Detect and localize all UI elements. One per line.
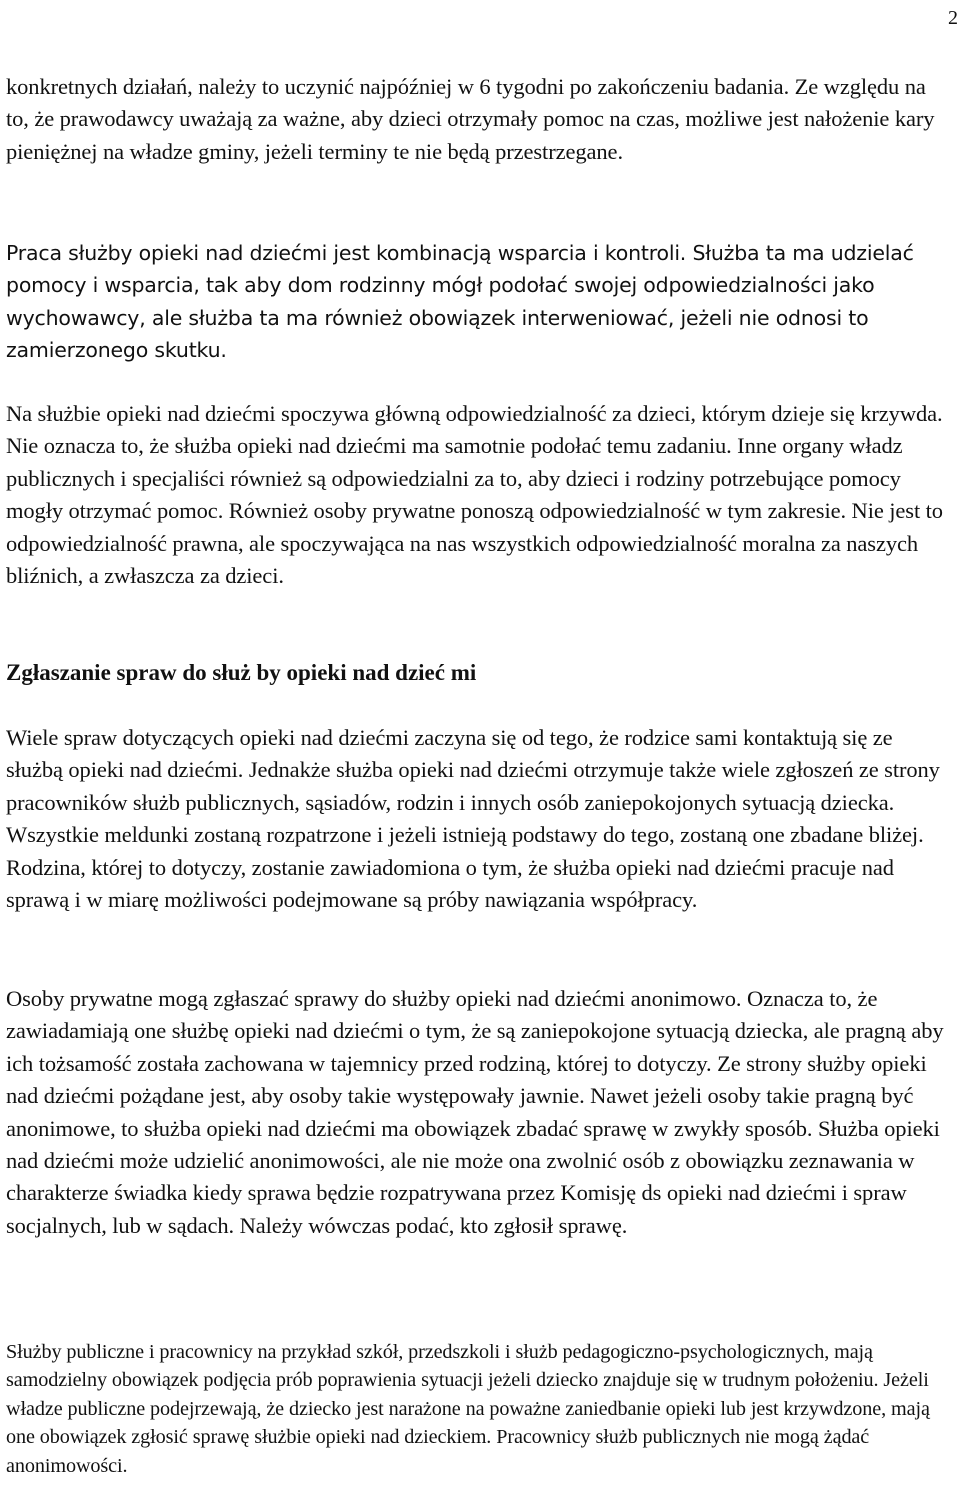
paragraph-deadline-penalty: konkretnych działań, należy to uczynić najpóźniej w 6 tygodni po zakończeniu badania. Ze względu na to, że prawodawcy uważają za ważne, aby dzieci otrzymały pomoc na czas, możliwe jest nałożenie kary pieniężnej na władze gminy, jeżeli terminy te nie będą przestrzegane. (6, 74, 935, 164)
paragraph-main-responsibility: Na służbie opieki nad dziećmi spoczywa główną odpowiedzialność za dzieci, którym dzieje się krzywda. Nie oznacza to, że służba opieki nad dziećmi ma samotnie podołać temu zadaniu. Inne organy władz publicznych i specjaliści również są odpowiedzialni za to, aby dzieci i rodziny potrzebujące pomocy mogły otrzymać pomoc. Również osoby prywatne ponoszą odpowiedzialność w tym zakresie. Nie jest to odpowiedzialność prawna, ale spoczywająca na nas wszystkich odpowiedzialność moralna za naszych bliźnich, a zwłaszcza za dzieci. (6, 401, 943, 589)
paragraph-public-services-duty: Służby publiczne i pracownicy na przykład szkół, przedszkoli i służb pedagogiczno-psychologicznych, mają samodzielny obowiązek podjęcia prób poprawienia sytuacji jeżeli dziecko znajduje się w trudnym położeniu. Jeżeli władze publiczne podejrzewają, że dziecko jest narażone na poważne zaniedbanie opieki lub jest krzywdzone, mają one obowiązek zgłosić sprawę służbie opieki nad dzieckiem. Pracownicy służb publicznych nie mogą żądać anonimowości. (6, 1341, 930, 1477)
paragraph-many-cases: Wiele spraw dotyczących opieki nad dziećmi zaczyna się od tego, że rodzice sami kontaktują się ze służbą opieki nad dziećmi. Jednakże służba opieki nad dziećmi otrzymuje także wiele zgłoszeń ze strony pracowników służb publicznych, sąsiadów, rodzin i innych osób zaniepokojonych sytuacją dziecka. Wszystkie meldunki zostaną rozpatrzone i jeżeli istnieją podstawy do tego, zostaną one zbadane bliżej. Rodzina, której to dotyczy, zostanie zawiadomiona o tym, że służba opieki nad dziećmi pracuje nad sprawą i w miarę możliwości podejmowane są próby nawiązania współpracy. (6, 725, 940, 913)
paragraph-support-and-control: Praca służby opieki nad dziećmi jest kombinacją wsparcia i kontroli. Służba ta ma udzielać pomocy i wsparcia, tak aby dom rodzinny mógł podołać swojej odpowiedzialności jako wychowawcy, ale służba ta ma również obowiązek interweniować, jeżeli nie odnosi to zamierzonego skutku. (6, 241, 914, 363)
page-number: 2 (948, 7, 958, 29)
section-heading-reporting-cases: Zgłaszanie spraw do służ by opieki nad dzieć mi (6, 660, 477, 685)
paragraph-anonymous-reports: Osoby prywatne mogą zgłaszać sprawy do służby opieki nad dziećmi anonimowo. Oznacza to, że zawiadamiają one służbę opieki nad dziećmi o tym, że są zaniepokojone sytuacją dziecka, ale pragną aby ich tożsamość została zachowana w tajemnicy przed rodziną, której to dotyczy. Ze strony służby opieki nad dziećmi pożądane jest, aby osoby takie występowały jawnie. Nawet jeżeli osoby takie pragną być anonimowe, to służba opieki nad dziećmi ma obowiązek zbadać sprawę w zwykły sposób. Służba opieki nad dziećmi może udzielić anonimowości, ale nie może ona zwolnić osób z obowiązku zeznawania w charakterze świadka kiedy sprawa będzie rozpatrywana przez Komisję ds opieki nad dziećmi i spraw socjalnych, lub w sądach. Należy wówczas podać, kto zgłosił sprawę. (6, 986, 944, 1238)
